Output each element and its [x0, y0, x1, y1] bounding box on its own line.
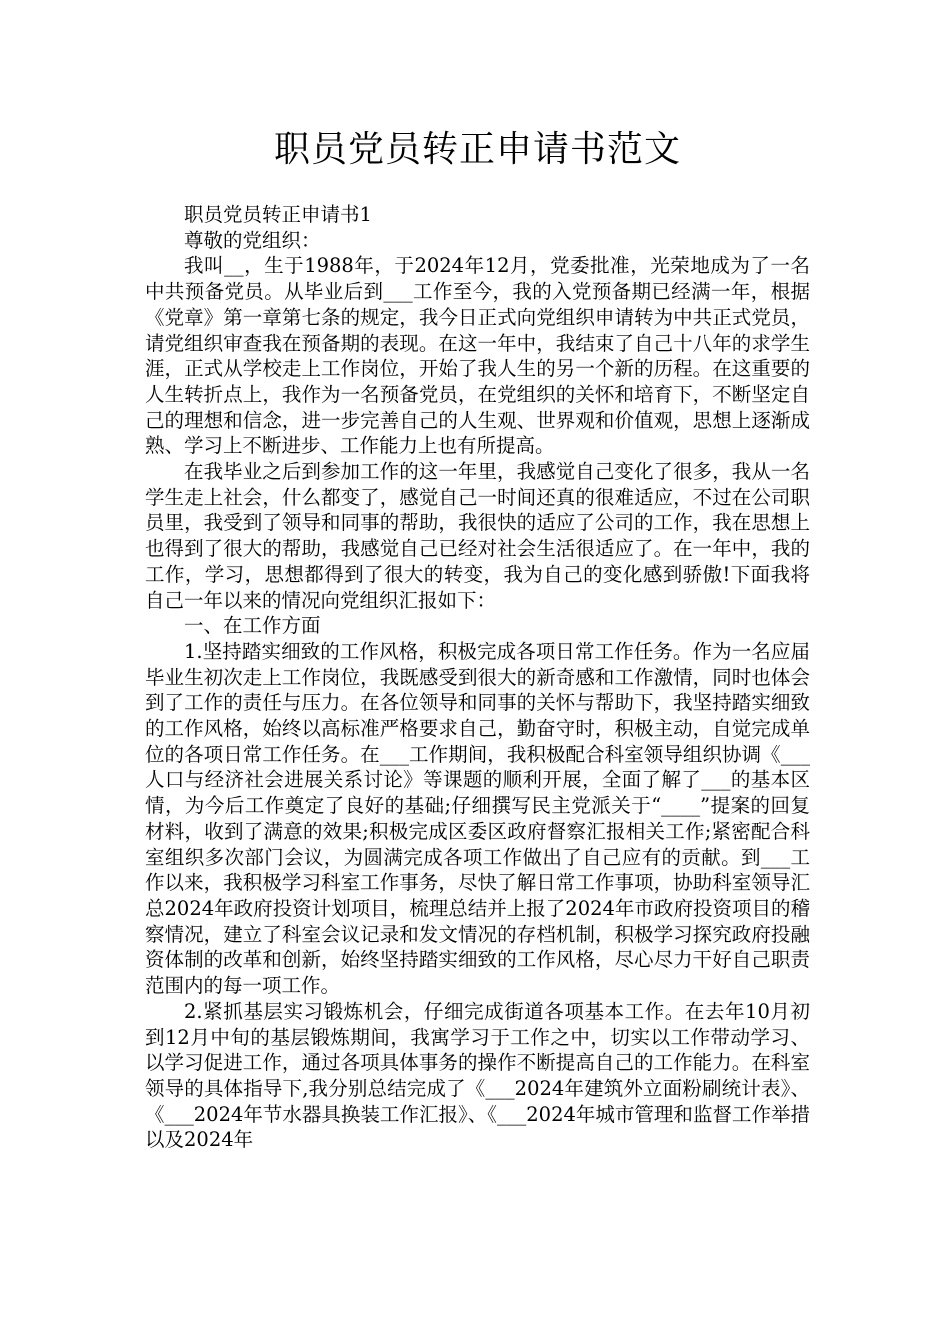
document-body — [145, 202, 810, 1153]
paragraph: 我叫__，生于1988年，于2024年12月，党委批准，光荣地成为了一名中共预备党员。从毕业后到___工作至今，我的入党预备期已经满一年，根据《党章》第一章第七条的规定，我今日正式向党组织申请转为中共正式党员，请党组织审查我在预备期的表现。在这一年中，我结束了自己十八年的求学生涯，正式从学校走上工作岗位，开始了我人生的另一个新的历程。在这重要的人生转折点上，我作为一名预备党员，在党组织的关怀和培育下，不断坚定自己的理想和信念，进一步完善自己的人生观、世界观和价值观，思想上逐渐成熟、学习上不断进步、工作能力上也有所提高。 — [145, 254, 810, 458]
document-title: 职员党员转正申请书范文 — [273, 129, 681, 170]
paragraph: 在我毕业之后到参加工作的这一年里，我感觉自己变化了很多，我从一名学生走上社会，什么都变了，感觉自己一时间还真的很难适应，不过在公司职员里，我受到了领导和同事的帮助，我很快的适应了公司的工作，我在思想上也得到了很大的帮助，我感觉自己已经对社会生活很适应了。在一年中，我的工作，学习，思想都得到了很大的转变，我为自己的变化感到骄傲!下面我将自己一年以来的情况向党组织汇报如下： — [145, 460, 810, 612]
document-page — [145, 122, 810, 1153]
subsection-heading: 一、在工作方面 — [184, 614, 321, 638]
salutation: 尊敬的党组织： — [184, 228, 321, 252]
section-heading: 职员党员转正申请书1 — [184, 203, 372, 226]
paragraph: 1.坚持踏实细致的工作风格，积极完成各项日常工作任务。作为一名应届毕业生初次走上工作岗位，我既感受到很大的新奇感和工作激情，同时也体会到了工作的责任与压力。在各位领导和同事的关怀与帮助下，我坚持踏实细致的工作风格，始终以高标准严格要求自己，勤奋守时，积极主动，自觉完成单位的各项日常工作任务。在___工作期间，我积极配合科室领导组织协调《___人口与经济社会进展关系讨论》等课题的顺利开展，全面了解了___的基本区情，为今后工作奠定了良好的基础;仔细撰写民主党派关于“____”提案的回复材料，收到了满意的效果;积极完成区委区政府督察汇报相关工作;紧密配合科室组织多次部门会议，为圆满完成各项工作做出了自己应有的贡献。到___工作以来，我积极学习科室工作事务，尽快了解日常工作事项，协助科室领导汇总2024年政府投资计划项目，梳理总结并上报了2024年市政府投资项目的稽察情况，建立了科室会议记录和发文情况的存档机制，积极学习探究政府投融资体制的改革和创新，始终坚持踏实细致的工作风格，尽心尽力干好自己职责范围内的每一项工作。 — [145, 639, 810, 998]
paragraph: 2.紧抓基层实习锻炼机会，仔细完成街道各项基本工作。在去年10月初到12月中旬的基层锻炼期间，我寓学习于工作之中，切实以工作带动学习、以学习促进工作，通过各项具体事务的操作不断提高自己的工作能力。在科室领导的具体指导下,我分别总结完成了《___2024年建筑外立面粉刷统计表》、《___2024年节水器具换装工作汇报》、《___2024年城市管理和监督工作举措以及2024年 — [145, 999, 810, 1152]
